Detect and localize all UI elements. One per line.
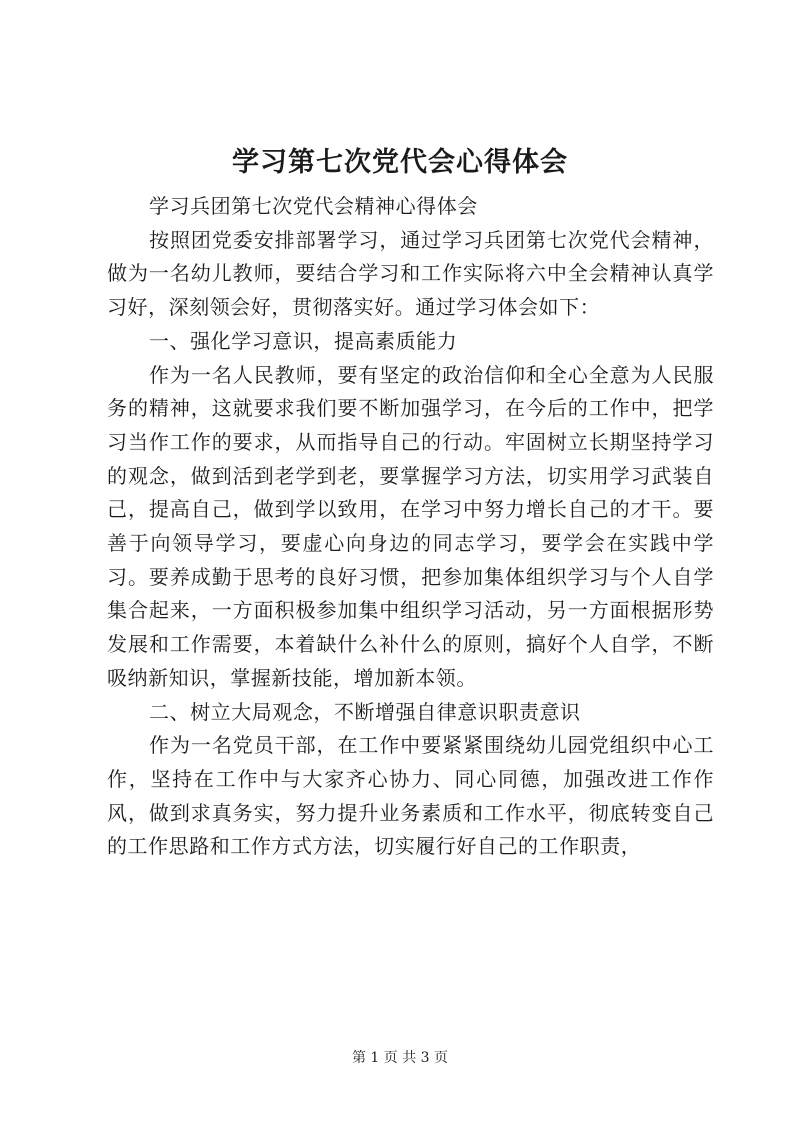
page-footer: 第 1 页 共 3 页 bbox=[351, 1050, 449, 1066]
section-2-paragraph: 作为一名党员干部，在工作中要紧紧围绕幼儿园党组织中心工作，坚持在工作中与大家齐心协力、同心同德，加强改进工作作风，做到求真务实，努力提升业务素质和工作水平，彻底转变自己的工作思路和工作方式方法，切实履行好自己的工作职责， bbox=[107, 733, 714, 859]
document-title: 学习第七次党代会心得体会 bbox=[232, 147, 568, 178]
section-1-paragraph: 作为一名人民教师，要有坚定的政治信仰和全心全意为人民服务的精神，这就要求我们要不断加强学习，在今后的工作中，把学习当作工作的要求，从而指导自己的行动。牢固树立长期坚持学习的观念，做到活到老学到老，要掌握学习方法，切实用学习武装自己，提高自己，做到学以致用，在学习中努力增长自己的才干。要善于向领导学习，要虚心向身边的同志学习，要学会在实践中学习。要养成勤于思考的良好习惯，把参加集体组织学习与个人自学集合起来，一方面积极参加集中组织学习活动，另一方面根据形势发展和工作需要，本着缺什么补什么的原则，搞好个人自学，不断吸纳新知识，掌握新技能，增加新本领。 bbox=[107, 362, 714, 690]
subtitle-paragraph: 学习兵团第七次党代会精神心得体会 bbox=[149, 194, 478, 218]
document-body bbox=[107, 190, 714, 864]
section-heading-2: 二、树立大局观念，不断增强自律意识职责意识 bbox=[149, 699, 581, 724]
intro-paragraph: 按照团党委安排部署学习，通过学习兵团第七次党代会精神，做为一名幼儿教师，要结合学习和工作实际将六中全会精神认真学习好，深刻领会好，贯彻落实好。通过学习体会如下： bbox=[107, 227, 714, 320]
section-heading-1: 一、强化学习意识，提高素质能力 bbox=[149, 328, 458, 353]
